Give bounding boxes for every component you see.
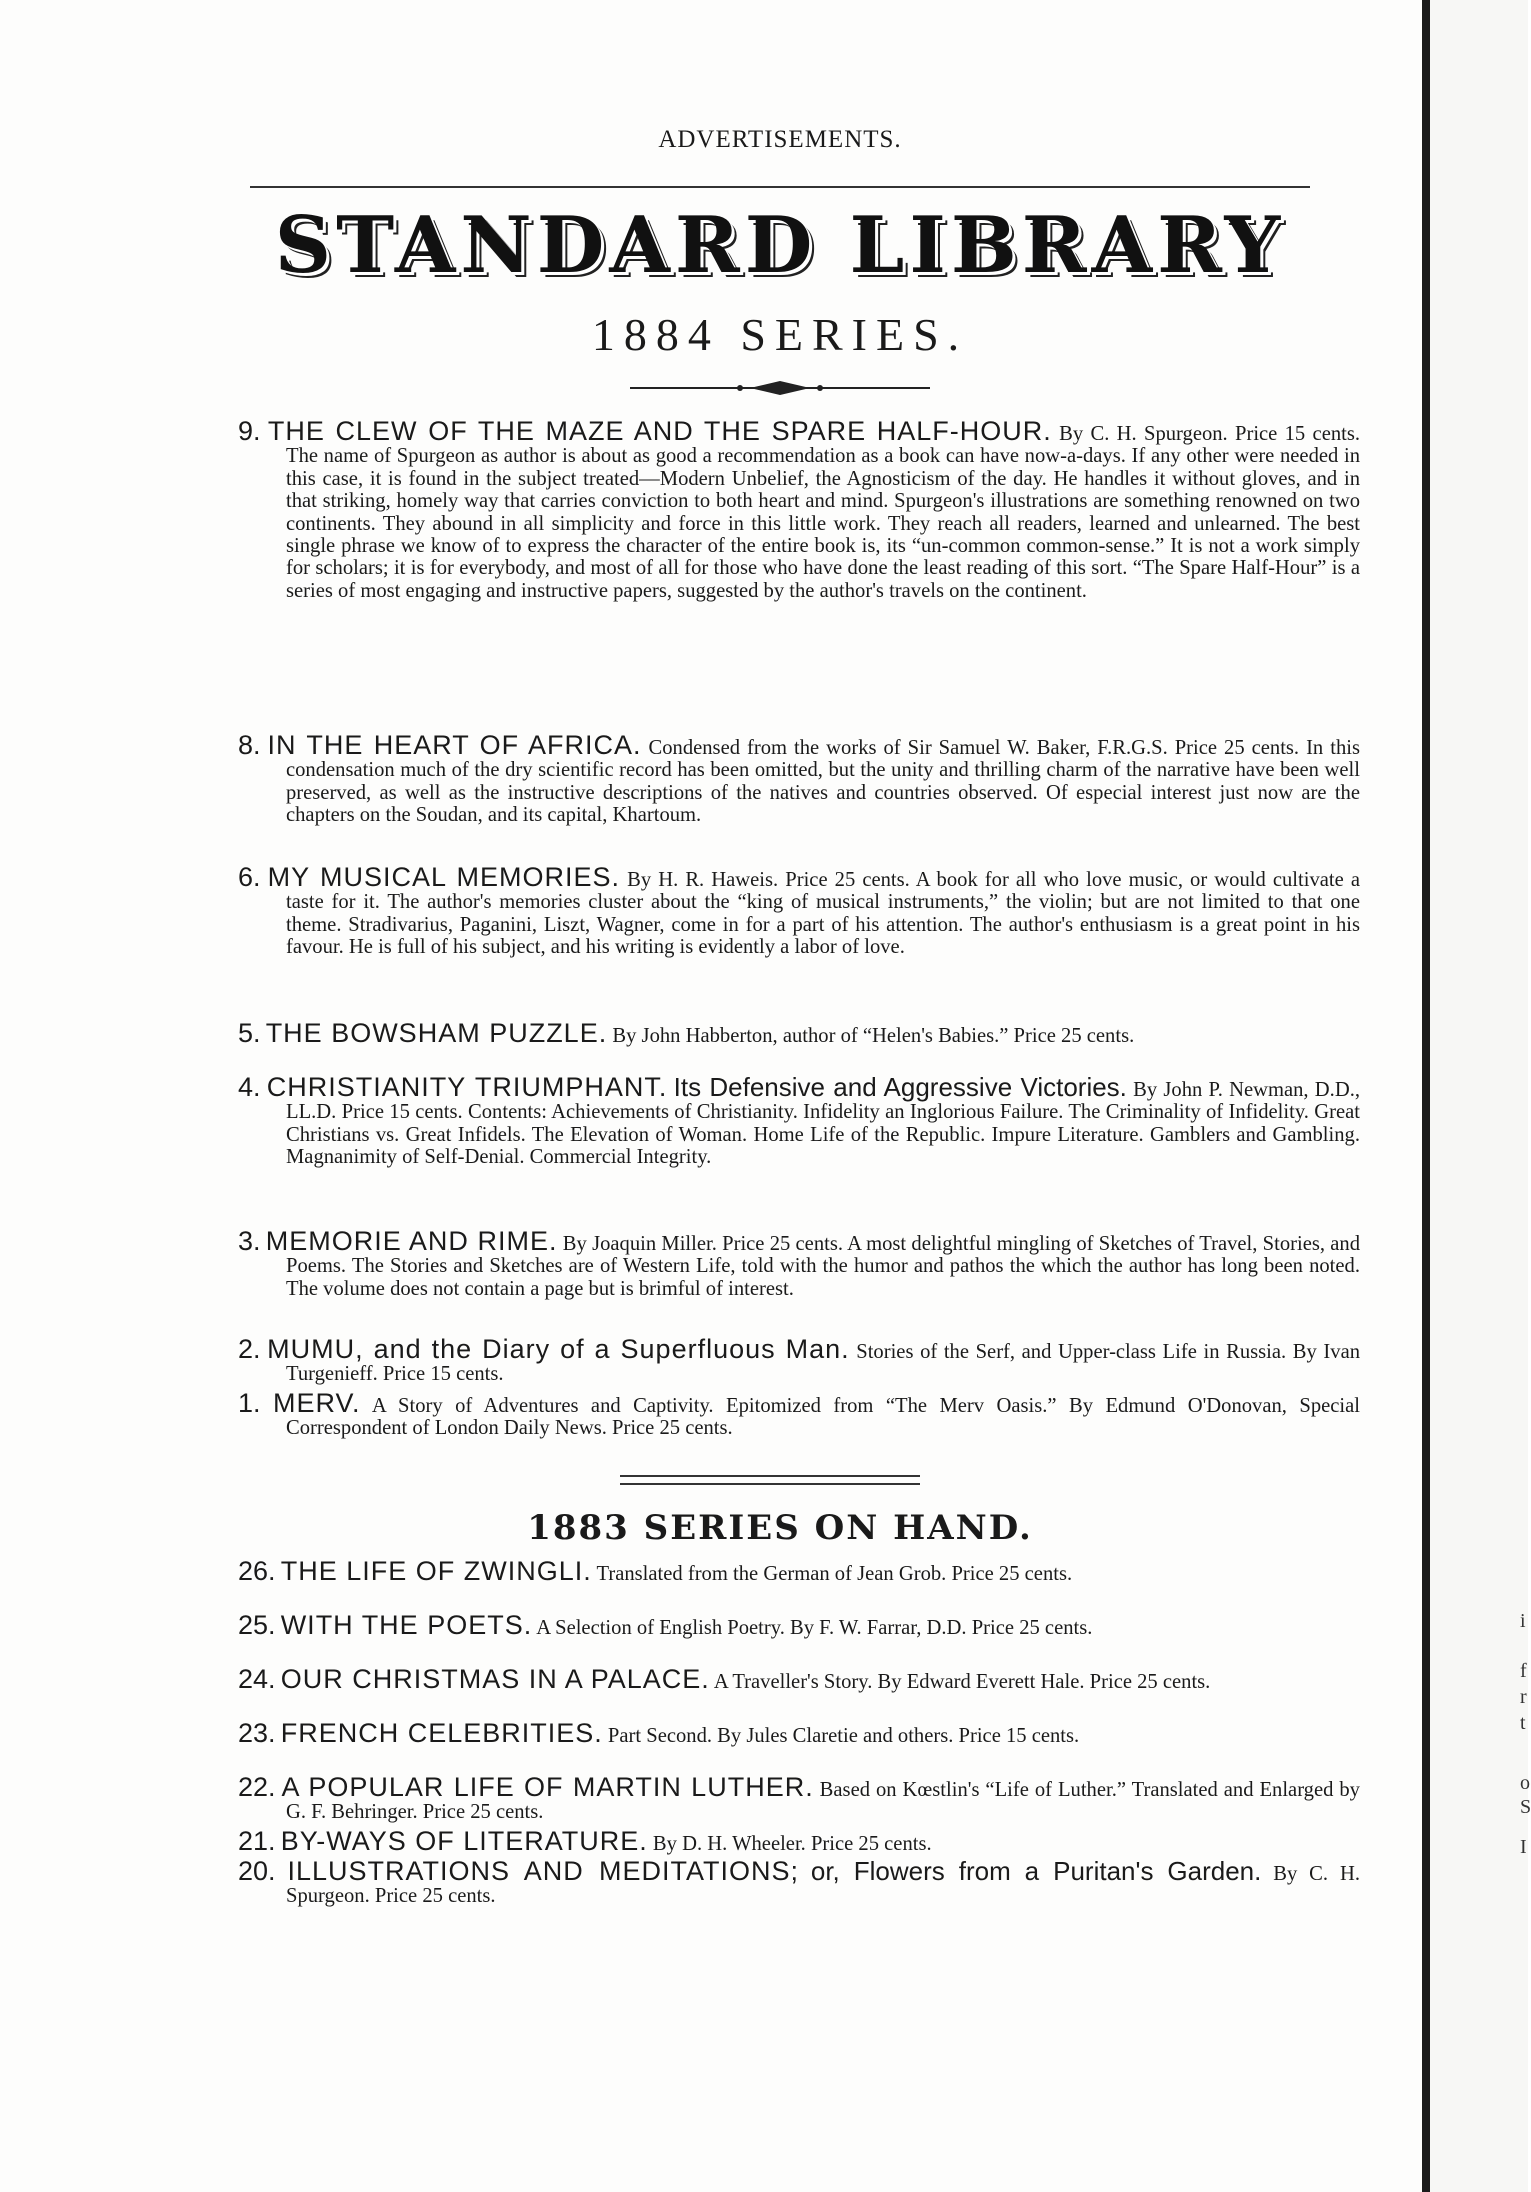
item-number: 23. [238, 1718, 276, 1748]
item-title: CHRISTIANITY TRIUMPHANT. [266, 1072, 668, 1102]
list-item [238, 730, 1360, 827]
running-head: ADVERTISEMENTS. [658, 126, 902, 153]
item-number: 20. [238, 1856, 276, 1886]
section-divider [620, 1475, 920, 1485]
item-title: THE BOWSHAM PUZZLE. [265, 1018, 608, 1048]
item-description: A Traveller's Story. By Edward Everett Hale. Price 25 cents. [713, 1671, 1211, 1693]
item-description: Part Second. By Jules Claretie and others. Price 15 cents. [607, 1725, 1080, 1747]
item-description: By Joaquin Miller. Price 25 cents. A most delightful mingling of Sketches of Travel, Stories, and Poems. The Stories and Sketches are of Western Life, told with the humor and pathos the which the author has long been noted. The volume does not contain a page but is brimful of interest. [286, 1233, 1361, 1300]
item-title: ILLUSTRATIONS AND MEDITATIONS; [287, 1856, 799, 1886]
facing-page-fragment: i [1520, 1610, 1526, 1632]
item-description: Condensed from the works of Sir Samuel W. Baker, F.R.G.S. Price 25 cents. In this condensation much of the dry scientific record has been omitted, but the unity and thrilling charm of the narrative have been well preserved, as well as the instructive descriptions of the natives and countries observed. Of especial interest just now are the chapters on the Soudan, and its capital, Khartoum. [286, 737, 1360, 827]
item-title: IN THE HEART OF AFRICA. [267, 730, 642, 760]
item-title: OUR CHRISTMAS IN A PALACE. [280, 1664, 710, 1694]
list-item [238, 1610, 1360, 1640]
item-title: THE LIFE OF ZWINGLI. [280, 1556, 592, 1586]
item-title: THE CLEW OF THE MAZE AND THE SPARE HALF-HOUR. [267, 416, 1052, 446]
facing-page-fragment: S [1520, 1796, 1531, 1818]
facing-page-fragment: f [1520, 1660, 1527, 1682]
item-number: 8. [238, 730, 261, 760]
item-subtitle: or, Flowers from a Puritan's Garden. [810, 1856, 1262, 1886]
list-item [238, 862, 1360, 959]
item-description: By D. H. Wheeler. Price 25 cents. [652, 1833, 932, 1855]
item-number: 9. [238, 416, 261, 446]
item-title: MERV. [272, 1388, 361, 1418]
facing-page-fragment: I [1520, 1836, 1527, 1858]
item-number: 4. [238, 1072, 261, 1102]
list-item [238, 1388, 1360, 1440]
item-description: By C. H. Spurgeon. Price 25 cents. [286, 1863, 1360, 1908]
item-description: By H. R. Haweis. Price 25 cents. A book for all who love music, or would cultivate a taste for it. The author's memories cluster about the “king of musical instruments,” the violin; but are not limited to that one theme. Stradivarius, Paganini, Liszt, Wagner, come in for a part of his attention. The author's enthusiasm is a great point in his favour. He is full of his subject, and his writing is evidently a labor of love. [286, 869, 1360, 959]
list-item [238, 1556, 1360, 1586]
item-number: 24. [238, 1664, 276, 1694]
ornament-divider [630, 378, 930, 398]
item-number: 1. [238, 1388, 261, 1418]
item-number: 25. [238, 1610, 276, 1640]
item-number: 6. [238, 862, 261, 892]
item-number: 26. [238, 1556, 276, 1586]
list-item [238, 1826, 1360, 1856]
item-description: Translated from the German of Jean Grob. Price 25 cents. [596, 1563, 1073, 1585]
facing-page-fragment: o [1520, 1772, 1530, 1794]
item-number: 21. [238, 1826, 276, 1856]
item-title: MUMU, and the Diary of a Superfluous Man. [267, 1334, 850, 1364]
list-item [238, 1664, 1360, 1694]
item-title: BY-WAYS OF LITERATURE. [280, 1826, 648, 1856]
item-description: A Story of Adventures and Captivity. Epitomized from “The Merv Oasis.” By Edmund O'Donovan, Special Correspondent of London Daily News. Price 25 cents. [286, 1395, 1360, 1440]
item-number: 3. [238, 1226, 261, 1256]
item-title: A POPULAR LIFE OF MARTIN LUTHER. [281, 1772, 814, 1802]
item-description: A Selection of English Poetry. By F. W. Farrar, D.D. Price 25 cents. [536, 1617, 1093, 1639]
page-gutter [1422, 0, 1430, 2192]
list-item [238, 1718, 1360, 1748]
list-item [238, 416, 1361, 602]
facing-page-fragment: t [1520, 1712, 1526, 1734]
item-description: By John P. Newman, D.D., LL.D. Price 15 cents. Contents: Achievements of Christianity. Infidelity an Inglorious Failure. The Criminality of Infidelity. Great Christians vs. Great Infidels. The Elevation of Woman. Home Life of the Republic. Impure Literature. Gamblers and Gambling. Magnanimity of Self-Denial. Commercial Integrity. [286, 1079, 1360, 1169]
facing-page-fragment: r [1520, 1686, 1527, 1708]
page-subtitle: 1884 SERIES. [591, 309, 969, 360]
list-item [238, 1072, 1360, 1169]
page-title: STANDARD LIBRARY [274, 200, 1286, 291]
item-subtitle: Its Defensive and Aggressive Victories. [673, 1072, 1127, 1102]
item-number: 5. [238, 1018, 261, 1048]
section-heading: 1883 SERIES ON HAND. [527, 1508, 1033, 1548]
item-number: 2. [238, 1334, 261, 1364]
item-title: WITH THE POETS. [280, 1610, 533, 1640]
item-description: By John Habberton, author of “Helen's Babies.” Price 25 cents. [612, 1025, 1135, 1047]
item-title: FRENCH CELEBRITIES. [280, 1718, 603, 1748]
list-item [238, 1018, 1360, 1048]
facing-page-edge [1430, 0, 1531, 2192]
header-rule [250, 186, 1310, 188]
list-item [238, 1856, 1360, 1908]
item-description: By C. H. Spurgeon. Price 15 cents. The name of Spurgeon as author is about as good a recommendation as a book can have now-a-days. If any other were needed in this case, it is found in the subject treated—Modern Unbelief, the Agnosticism of the day. He handles it without gloves, and in that striking, homely way that carries conviction to both heart and mind. Spurgeon's illustrations are something renowned on two continents. They abound in all simplicity and force in this little work. They reach all readers, learned and unlearned. The best single phrase we know of to express the character of the entire book is, its “un-common common-sense.” It is not a work simply for scholars; it is for everybody, and most of all for those who have done the least reading of this sort. “The Spare Half-Hour” is a series of most engaging and instructive papers, suggested by the author's travels on the continent. [286, 423, 1361, 602]
item-description: Stories of the Serf, and Upper-class Life in Russia. By Ivan Turgenieff. Price 15 cents. [286, 1341, 1361, 1386]
item-description: Based on Kœstlin's “Life of Luther.” Translated and Enlarged by G. F. Behringer. Price 25 cents. [286, 1779, 1360, 1824]
item-number: 22. [238, 1772, 276, 1802]
list-item [238, 1226, 1361, 1300]
item-title: MY MUSICAL MEMORIES. [267, 862, 621, 892]
list-item [238, 1772, 1360, 1824]
item-title: MEMORIE AND RIME. [265, 1226, 558, 1256]
list-item [238, 1334, 1361, 1386]
